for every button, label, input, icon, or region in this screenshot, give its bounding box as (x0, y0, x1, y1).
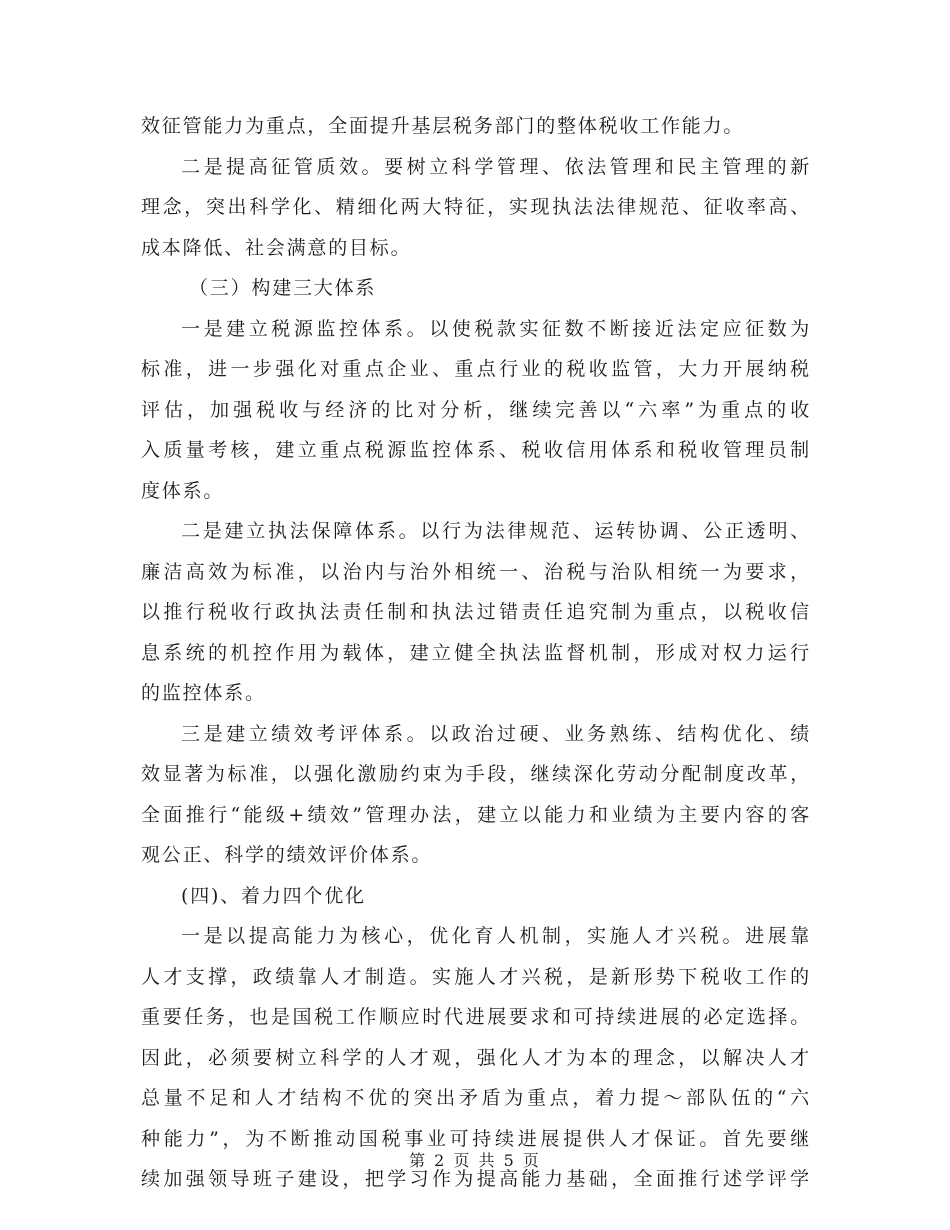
paragraph-line: 成本降低、社会满意的目标。 (141, 236, 412, 259)
paragraph-line: 三是建立绩效考评体系。以政治过硬、业务熟练、结构优化、绩 (181, 722, 811, 745)
paragraph-line: 标准，进一步强化对重点企业、重点行业的税收监管，大力开展纳税 (141, 358, 811, 380)
paragraph-line: 理念，突出科学化、精细化两大特征，实现执法法律规范、征收率高、 (141, 196, 811, 218)
paragraph-line: 总量不足和人才结构不优的突出矛盾为重点，着力提～部队伍的“六 (141, 1087, 811, 1109)
paragraph-line: 的监控体系。 (141, 682, 266, 704)
page-number-footer: 第 2 页 共 5 页 (409, 1151, 541, 1170)
paragraph-line: 重要任务，也是国税工作顺应时代进展要求和可持续进展的必定选择。 (141, 1006, 811, 1028)
paragraph-line: 观公正、科学的绩效评价体系。 (141, 844, 433, 866)
document-body (141, 106, 811, 1200)
paragraph-line: 度体系。 (141, 479, 225, 502)
paragraph-line: 续加强领导班子建设，把学习作为提高能力基础，全面推行述学评学 (141, 1168, 811, 1190)
paragraph-line: 二是提高征管质效。要树立科学管理、依法管理和民主管理的新 (181, 155, 811, 178)
paragraph-line: 廉洁高效为标准，以治内与治外相统一、治税与治队相统一为要求， (141, 560, 811, 583)
paragraph-line: 一是建立税源监控体系。以使税款实征数不断接近法定应征数为 (181, 317, 811, 340)
paragraph-line: 以推行税收行政执法责任制和执法过错责任追究制为重点，以税收信 (141, 601, 811, 623)
paragraph-line: 效征管能力为重点，全面提升基层税务部门的整体税收工作能力。 (141, 115, 745, 137)
paragraph-line: 一是以提高能力为核心，优化育人机制，实施人才兴税。进展靠 (181, 925, 811, 947)
paragraph-line: 人才支撑，政绩靠人才制造。实施人才兴税，是新形势下税收工作的 (141, 965, 811, 988)
paragraph-line: 全面推行“能级+绩效”管理办法，建立以能力和业绩为主要内容的客 (141, 803, 811, 826)
paragraph-line: 种能力”，为不断推动国税事业可持续进展提供人才保证。首先要继 (141, 1127, 811, 1150)
section-heading: (四)、着力四个优化 (181, 884, 366, 907)
paragraph-line: 息系统的机控作用为载体，建立健全执法监督机制，形成对权力运行 (141, 641, 811, 664)
section-heading: （三）构建三大体系 (189, 277, 377, 299)
paragraph-line: 效显著为标准，以强化激励约束为手段，继续深化劳动分配制度改革， (141, 763, 811, 785)
paragraph-line: 评估，加强税收与经济的比对分析，继续完善以“六率”为重点的收 (141, 398, 811, 421)
paragraph-line: 二是建立执法保障体系。以行为法律规范、运转协调、公正透明、 (181, 520, 811, 542)
paragraph-line: 入质量考核，建立重点税源监控体系、税收信用体系和税收管理员制 (141, 439, 811, 461)
paragraph-line: 因此，必须要树立科学的人才观，强化人才为本的理念，以解决人才 (141, 1046, 811, 1069)
